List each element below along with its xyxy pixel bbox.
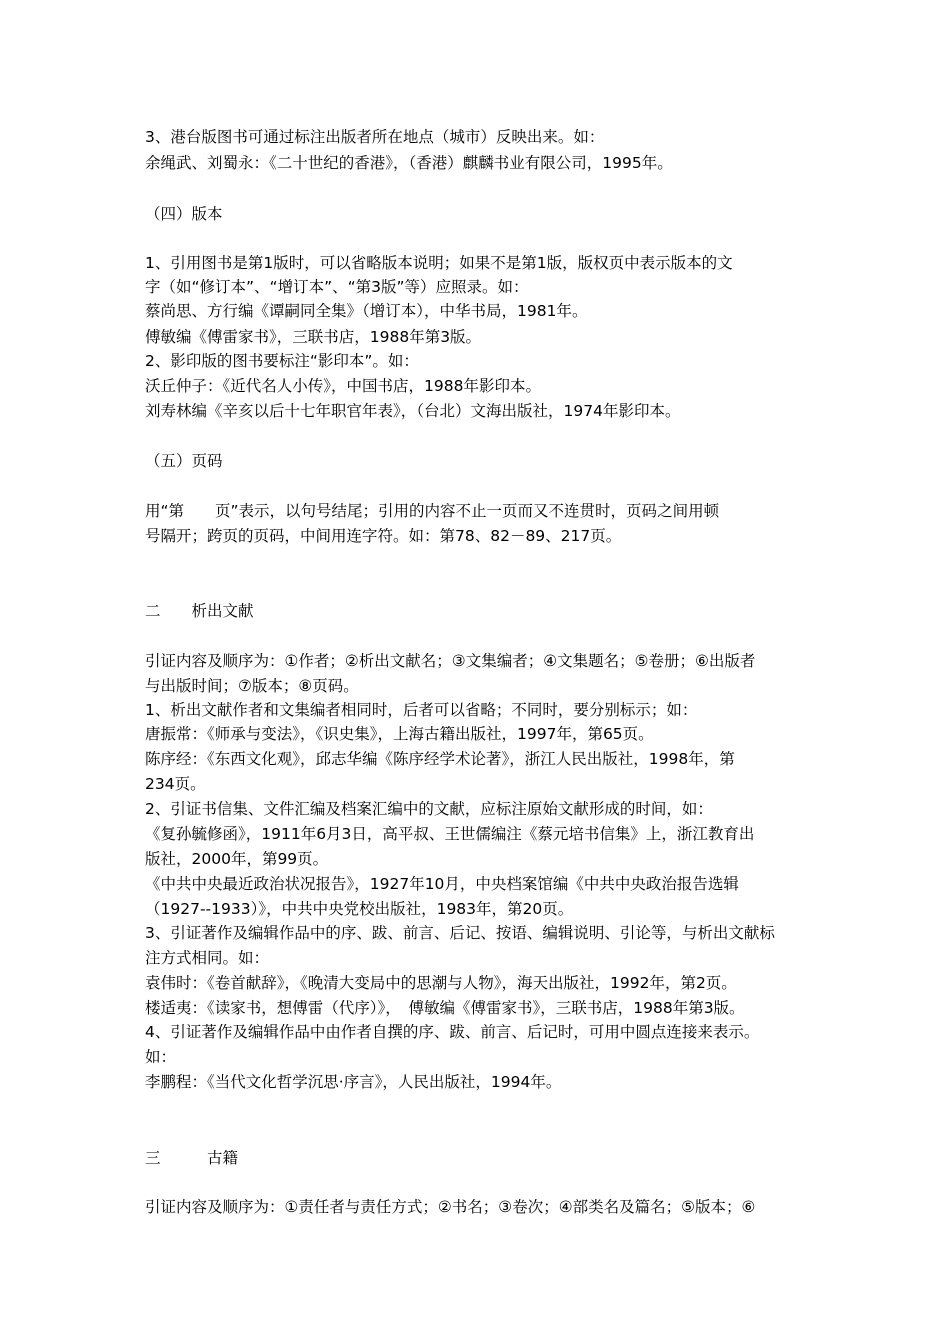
- chapter-heading: 二 析出文献: [145, 602, 254, 620]
- text-line: 引证内容及顺序为：①责任者与责任方式；②书名；③卷次；④部类名及篇名；⑤版本；⑥: [145, 1198, 756, 1216]
- text-line: 唐振常：《师承与变法》，《识史集》，上海古籍出版社，1997年，第65页。: [145, 725, 654, 743]
- text-line: 余绳武、刘蜀永：《二十世纪的香港》，（香港）麒麟书业有限公司，1995年。: [145, 154, 673, 172]
- text-line: 陈序经：《东西文化观》，邱志华编《陈序经学术论著》，浙江人民出版社，1998年，第: [145, 750, 735, 768]
- text-line: 用“第 页”表示，以句号结尾；引用的内容不止一页而又不连贯时，页码之间用顿: [145, 502, 720, 520]
- text-line: 3、引证著作及编辑作品中的序、跋、前言、后记、按语、编辑说明、引论等，与析出文献标: [145, 924, 775, 942]
- text-line: 1、析出文献作者和文集编者相同时，后者可以省略；不同时，要分别标示；如：: [145, 701, 698, 719]
- chapter-heading: 三 古籍: [145, 1149, 239, 1167]
- text-line: 字（如“修订本”、“增订本”、“第3版”等）应照录。如：: [145, 278, 529, 296]
- section-heading: （五）页码: [145, 452, 223, 470]
- section-heading: （四）版本: [145, 205, 223, 223]
- text-line: 李鹏程：《当代文化哲学沉思·序言》，人民出版社，1994年。: [145, 1073, 562, 1091]
- text-line: 注方式相同。如：: [145, 949, 270, 967]
- text-line: （1927--1933）》，中共中央党校出版社，1983年，第20页。: [145, 900, 574, 918]
- text-line: 《复孙毓修函》，1911年6月3日，高平叔、王世儒编注《蔡元培书信集》上，浙江教育出: [145, 825, 755, 843]
- text-line: 版社，2000年，第99页。: [145, 850, 329, 868]
- text-line: 2、引证书信集、文件汇编及档案汇编中的文献，应标注原始文献形成的时间，如：: [145, 800, 713, 818]
- text-line: 234页。: [145, 775, 206, 793]
- text-line: 3、港台版图书可通过标注出版者所在地点（城市）反映出来。如：: [145, 128, 605, 146]
- text-line: 号隔开；跨页的页码，中间用连字符。如：第78、82－89、217页。: [145, 527, 622, 545]
- text-line: 袁伟时：《卷首献辞》，《晚清大变局中的思潮与人物》，海天出版社，1992年，第2页。: [145, 974, 737, 992]
- text-line: 《中共中央最近政治状况报告》，1927年10月，中央档案馆编《中共中央政治报告选辑: [145, 875, 739, 893]
- text-line: 1、引用图书是第1版时，可以省略版本说明；如果不是第1版，版权页中表示版本的文: [145, 254, 733, 272]
- text-line: 傅敏编《傅雷家书》，三联书店，1988年第3版。: [145, 328, 482, 346]
- text-line: 如：: [145, 1048, 177, 1066]
- text-line: 与出版时间；⑦版本；⑧页码。: [145, 677, 359, 695]
- text-line: 蔡尚思、方行编《谭嗣同全集》（增订本），中华书局，1981年。: [145, 302, 588, 320]
- text-line: 刘寿林编《辛亥以后十七年职官年表》，（台北）文海出版社，1974年影印本。: [145, 402, 681, 420]
- text-line: 楼适夷：《读家书，想傅雷（代序）》， 傅敏编《傅雷家书》，三联书店，1988年第3版。: [145, 999, 745, 1017]
- text-line: 4、引证著作及编辑作品中由作者自撰的序、跋、前言、后记时，可用中圆点连接来表示。: [145, 1023, 760, 1041]
- text-line: 沃丘仲子：《近代名人小传》，中国书店，1988年影印本。: [145, 377, 541, 395]
- text-line: 引证内容及顺序为：①作者；②析出文献名；③文集编者；④文集题名；⑤卷册；⑥出版者: [145, 652, 756, 670]
- text-line: 2、影印版的图书要标注“影印本”。如：: [145, 352, 419, 370]
